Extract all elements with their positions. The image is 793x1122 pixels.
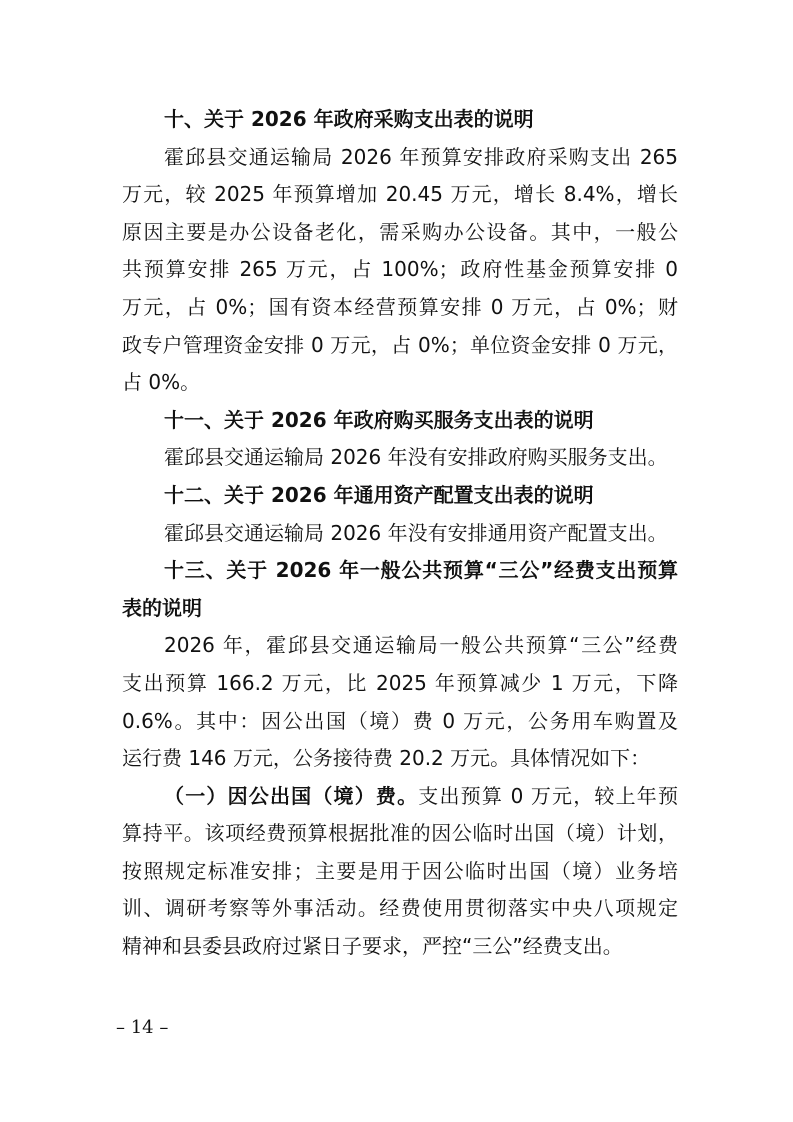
item-1-first-rest: 支出预算 0 万元，较上年预 bbox=[418, 783, 678, 808]
section-10-line-5: 万元，占 0%；国有资本经营预算安排 0 万元，占 0%；财 bbox=[122, 294, 678, 319]
section-10-line-7: 占 0%。 bbox=[122, 370, 201, 395]
item-1-label: （一）因公出国（境）费。 bbox=[164, 783, 419, 808]
page-number: – 14 – bbox=[116, 1017, 169, 1038]
section-13-summary-line-4: 运行费 146 万元，公务接待费 20.2 万元。具体情况如下： bbox=[122, 746, 651, 771]
section-13-heading-line-1: 十三、关于 2026 年一般公共预算“三公”经费支出预算 bbox=[164, 558, 678, 583]
item-1-line-4: 训、调研考察等外事活动。经费使用贯彻落实中央八项规定 bbox=[122, 896, 678, 921]
section-10-line-1: 霍邱县交通运输局 2026 年预算安排政府采购支出 265 bbox=[164, 144, 678, 169]
section-13-summary-line-2: 支出预算 166.2 万元，比 2025 年预算减少 1 万元，下降 bbox=[122, 670, 678, 695]
section-10-line-6: 政专户管理资金安排 0 万元，占 0%；单位资金安排 0 万元， bbox=[122, 332, 678, 357]
item-1-first-line bbox=[122, 778, 678, 816]
section-13-heading-line-2: 表的说明 bbox=[122, 595, 202, 620]
item-1-line-2: 算持平。该项经费预算根据批准的因公临时出国（境）计划， bbox=[122, 821, 678, 846]
section-11-body: 霍邱县交通运输局 2026 年没有安排政府购买服务支出。 bbox=[164, 445, 668, 470]
section-10-heading: 十、关于 2026 年政府采购支出表的说明 bbox=[164, 107, 534, 131]
section-10-line-2: 万元，较 2025 年预算增加 20.45 万元，增长 8.4%，增长 bbox=[122, 182, 678, 207]
item-1-line-5: 精神和县委县政府过紧日子要求，严控“三公”经费支出。 bbox=[122, 934, 623, 959]
section-12-body: 霍邱县交通运输局 2026 年没有安排通用资产配置支出。 bbox=[164, 520, 668, 545]
section-12-heading: 十二、关于 2026 年通用资产配置支出表的说明 bbox=[164, 482, 594, 507]
section-11-heading: 十一、关于 2026 年政府购买服务支出表的说明 bbox=[164, 407, 594, 432]
section-10-line-4: 共预算安排 265 万元，占 100%；政府性基金预算安排 0 bbox=[122, 257, 678, 282]
section-13-summary-line-1: 2026 年，霍邱县交通运输局一般公共预算“三公”经费 bbox=[164, 633, 678, 658]
document-body bbox=[122, 101, 678, 966]
section-13-summary-line-3: 0.6%。其中：因公出国（境）费 0 万元，公务用车购置及 bbox=[122, 708, 678, 733]
section-10-line-3: 原因主要是办公设备老化，需采购办公设备。其中，一般公 bbox=[122, 219, 678, 244]
item-1-line-3: 按照规定标准安排；主要是用于因公临时出国（境）业务培 bbox=[122, 858, 678, 883]
